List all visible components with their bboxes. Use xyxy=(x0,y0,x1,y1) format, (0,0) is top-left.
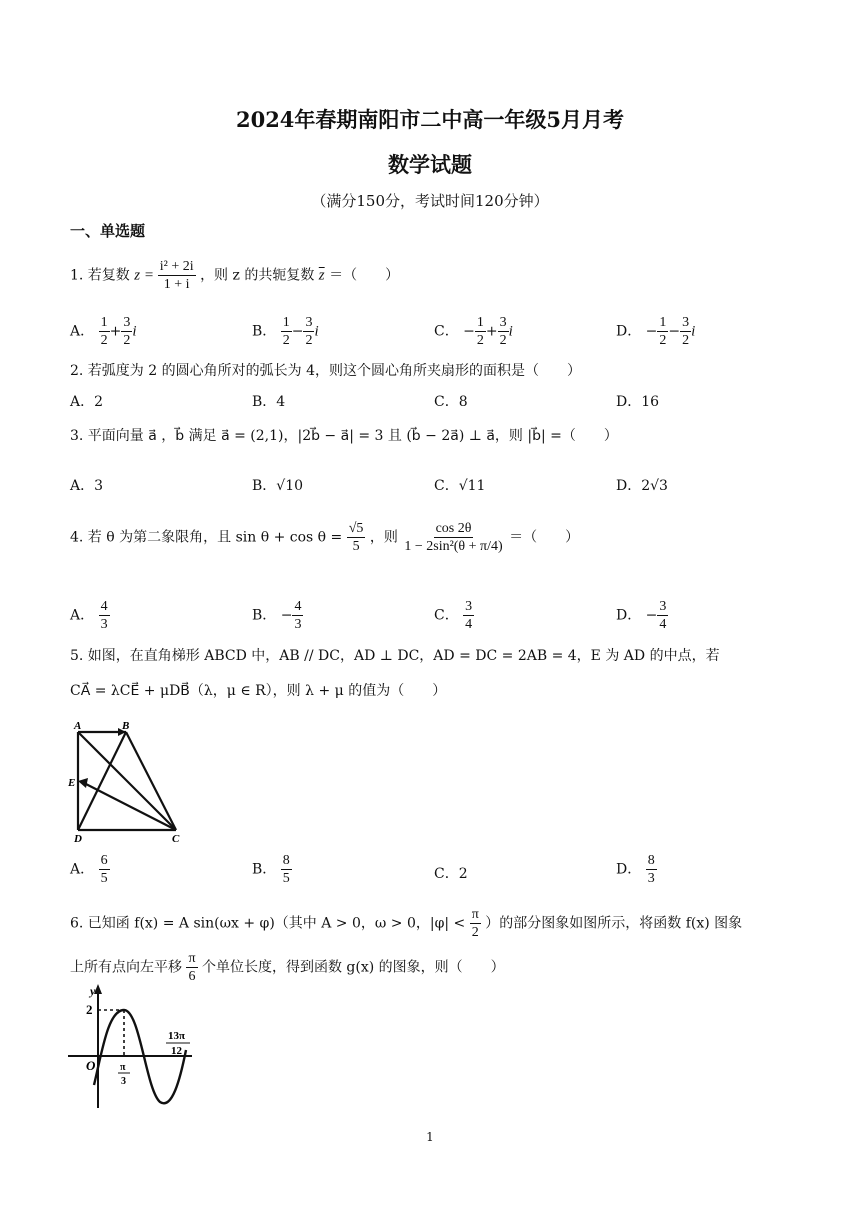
label-d: D xyxy=(74,833,82,844)
page-number: 1 xyxy=(426,1130,434,1144)
q4-option-b[interactable]: B． − $\frac{4}{3}$ xyxy=(252,599,302,632)
question-2: 2. 若弧度为 2 的圆心角所对的弧长为 4，则这个圆心角所夹扇形的面积是（ ） xyxy=(70,363,581,379)
q5-option-a[interactable]: A． $\frac{6}{5}$ xyxy=(70,853,108,886)
q1-stem-mid: ，则 z 的共轭复数 xyxy=(200,267,315,284)
question-6-line2: 上所有点向左平移 $\frac{\pi}{6}$ 个单位长度，得到函数 g(x) 的图象，则（ ） xyxy=(70,951,505,984)
question-1: 1. 若复数 z = $\frac{\text{i² + 2i}}{1 + i}$ ，则 z 的共轭复数 $\overline{z}$ ＝（ ） xyxy=(70,259,400,292)
origin-label: O xyxy=(86,1058,96,1073)
q2-option-d[interactable]: D．16 xyxy=(616,394,660,410)
q3-option-c[interactable]: C．√11 xyxy=(434,478,486,494)
q1-option-d[interactable]: D． − $\frac{1}{2}$ − $\frac{3}{2}$ i xyxy=(616,315,696,348)
q1-option-c[interactable]: C． − $\frac{1}{2}$ + $\frac{3}{2}$ i xyxy=(434,315,513,348)
q3-option-b[interactable]: B．√10 xyxy=(252,478,304,494)
label-b: B xyxy=(122,720,130,732)
x13pi-label: 13π xyxy=(168,1030,186,1042)
axis-y-label: y xyxy=(90,984,96,998)
q4-option-a[interactable]: A． $\frac{4}{3}$ xyxy=(70,599,108,632)
sine-graph-figure xyxy=(64,980,196,1120)
question-3: 3. 平面向量 a⃗ ，b⃗ 满足 a⃗ = (2,1)，|2b⃗ − a⃗| = 3 且 (b⃗ − 2a⃗) ⊥ a⃗，则 |b⃗| =（ ） xyxy=(70,428,618,444)
page-subtitle: 数学试题 xyxy=(388,152,472,177)
label-c: C xyxy=(172,833,180,844)
question-4: 4. 若 θ 为第二象限角，且 sin θ + cos θ = $\frac{√5}{5}$ ，则 $\frac{\cos 2\theta}{\text{1 − 2sin²(θ + π/4)}}$ ＝（ ） xyxy=(70,521,580,554)
q4-option-d[interactable]: D． − $\frac{3}{4}$ xyxy=(616,599,667,632)
q5-option-d[interactable]: D． $\frac{8}{3}$ xyxy=(616,853,655,886)
q2-option-b[interactable]: B．4 xyxy=(252,394,286,410)
label-e: E xyxy=(68,777,76,789)
section-heading: 一、单选题 xyxy=(70,222,146,240)
q1-option-a[interactable]: A． $\frac{1}{2}$ + $\frac{3}{2}$ i xyxy=(70,315,137,348)
q2-option-a[interactable]: A．2 xyxy=(70,394,104,410)
q5-option-c[interactable]: C．2 xyxy=(434,866,468,882)
q3-option-a[interactable]: A．3 xyxy=(70,478,104,494)
question-5-line1: 5. 如图，在直角梯形 ABCD 中，AB // DC，AD ⊥ DC，AD = DC = 2AB = 4，E 为 AD 的中点，若 xyxy=(70,648,720,664)
q1-stem-prefix: 1. 若复数 xyxy=(70,267,130,284)
q1-option-b[interactable]: B． $\frac{1}{2}$ − $\frac{3}{2}$ i xyxy=(252,315,319,348)
q4-option-c[interactable]: C． $\frac{3}{4}$ xyxy=(434,599,473,632)
q5-option-b[interactable]: B． $\frac{8}{5}$ xyxy=(252,853,290,886)
question-6-line1: 6. 已知函 f(x) = A sin(ωx + φ)（其中 A > 0，ω > 0，|φ| < $\frac{\pi}{2}$ ）的部分图象如图所示，将函数 f(x) 图象 xyxy=(70,907,743,940)
x12-label: 12 xyxy=(171,1045,182,1057)
trapezoid-figure xyxy=(66,718,192,844)
q1-stem-suffix: ＝（ ） xyxy=(329,267,400,284)
label-a: A xyxy=(74,720,82,732)
question-5-line2: CA⃗ = λCE⃗ + μDB⃗（λ，μ ∈ R），则 λ + μ 的值为（ ） xyxy=(70,683,447,699)
max-value-label: 2 xyxy=(86,1002,93,1017)
pi-label: π xyxy=(120,1062,126,1073)
q2-option-c[interactable]: C．8 xyxy=(434,394,468,410)
q3-option-d[interactable]: D．2√3 xyxy=(616,478,668,494)
exam-note: （满分150分，考试时间120分钟） xyxy=(311,192,549,210)
q1-fraction: $\frac{\text{i² + 2i}}{1 + i}$ xyxy=(159,259,194,292)
pi-denominator-label: 3 xyxy=(121,1076,126,1087)
page-title: 2024年春期南阳市二中高一年级5月月考 xyxy=(235,107,625,132)
